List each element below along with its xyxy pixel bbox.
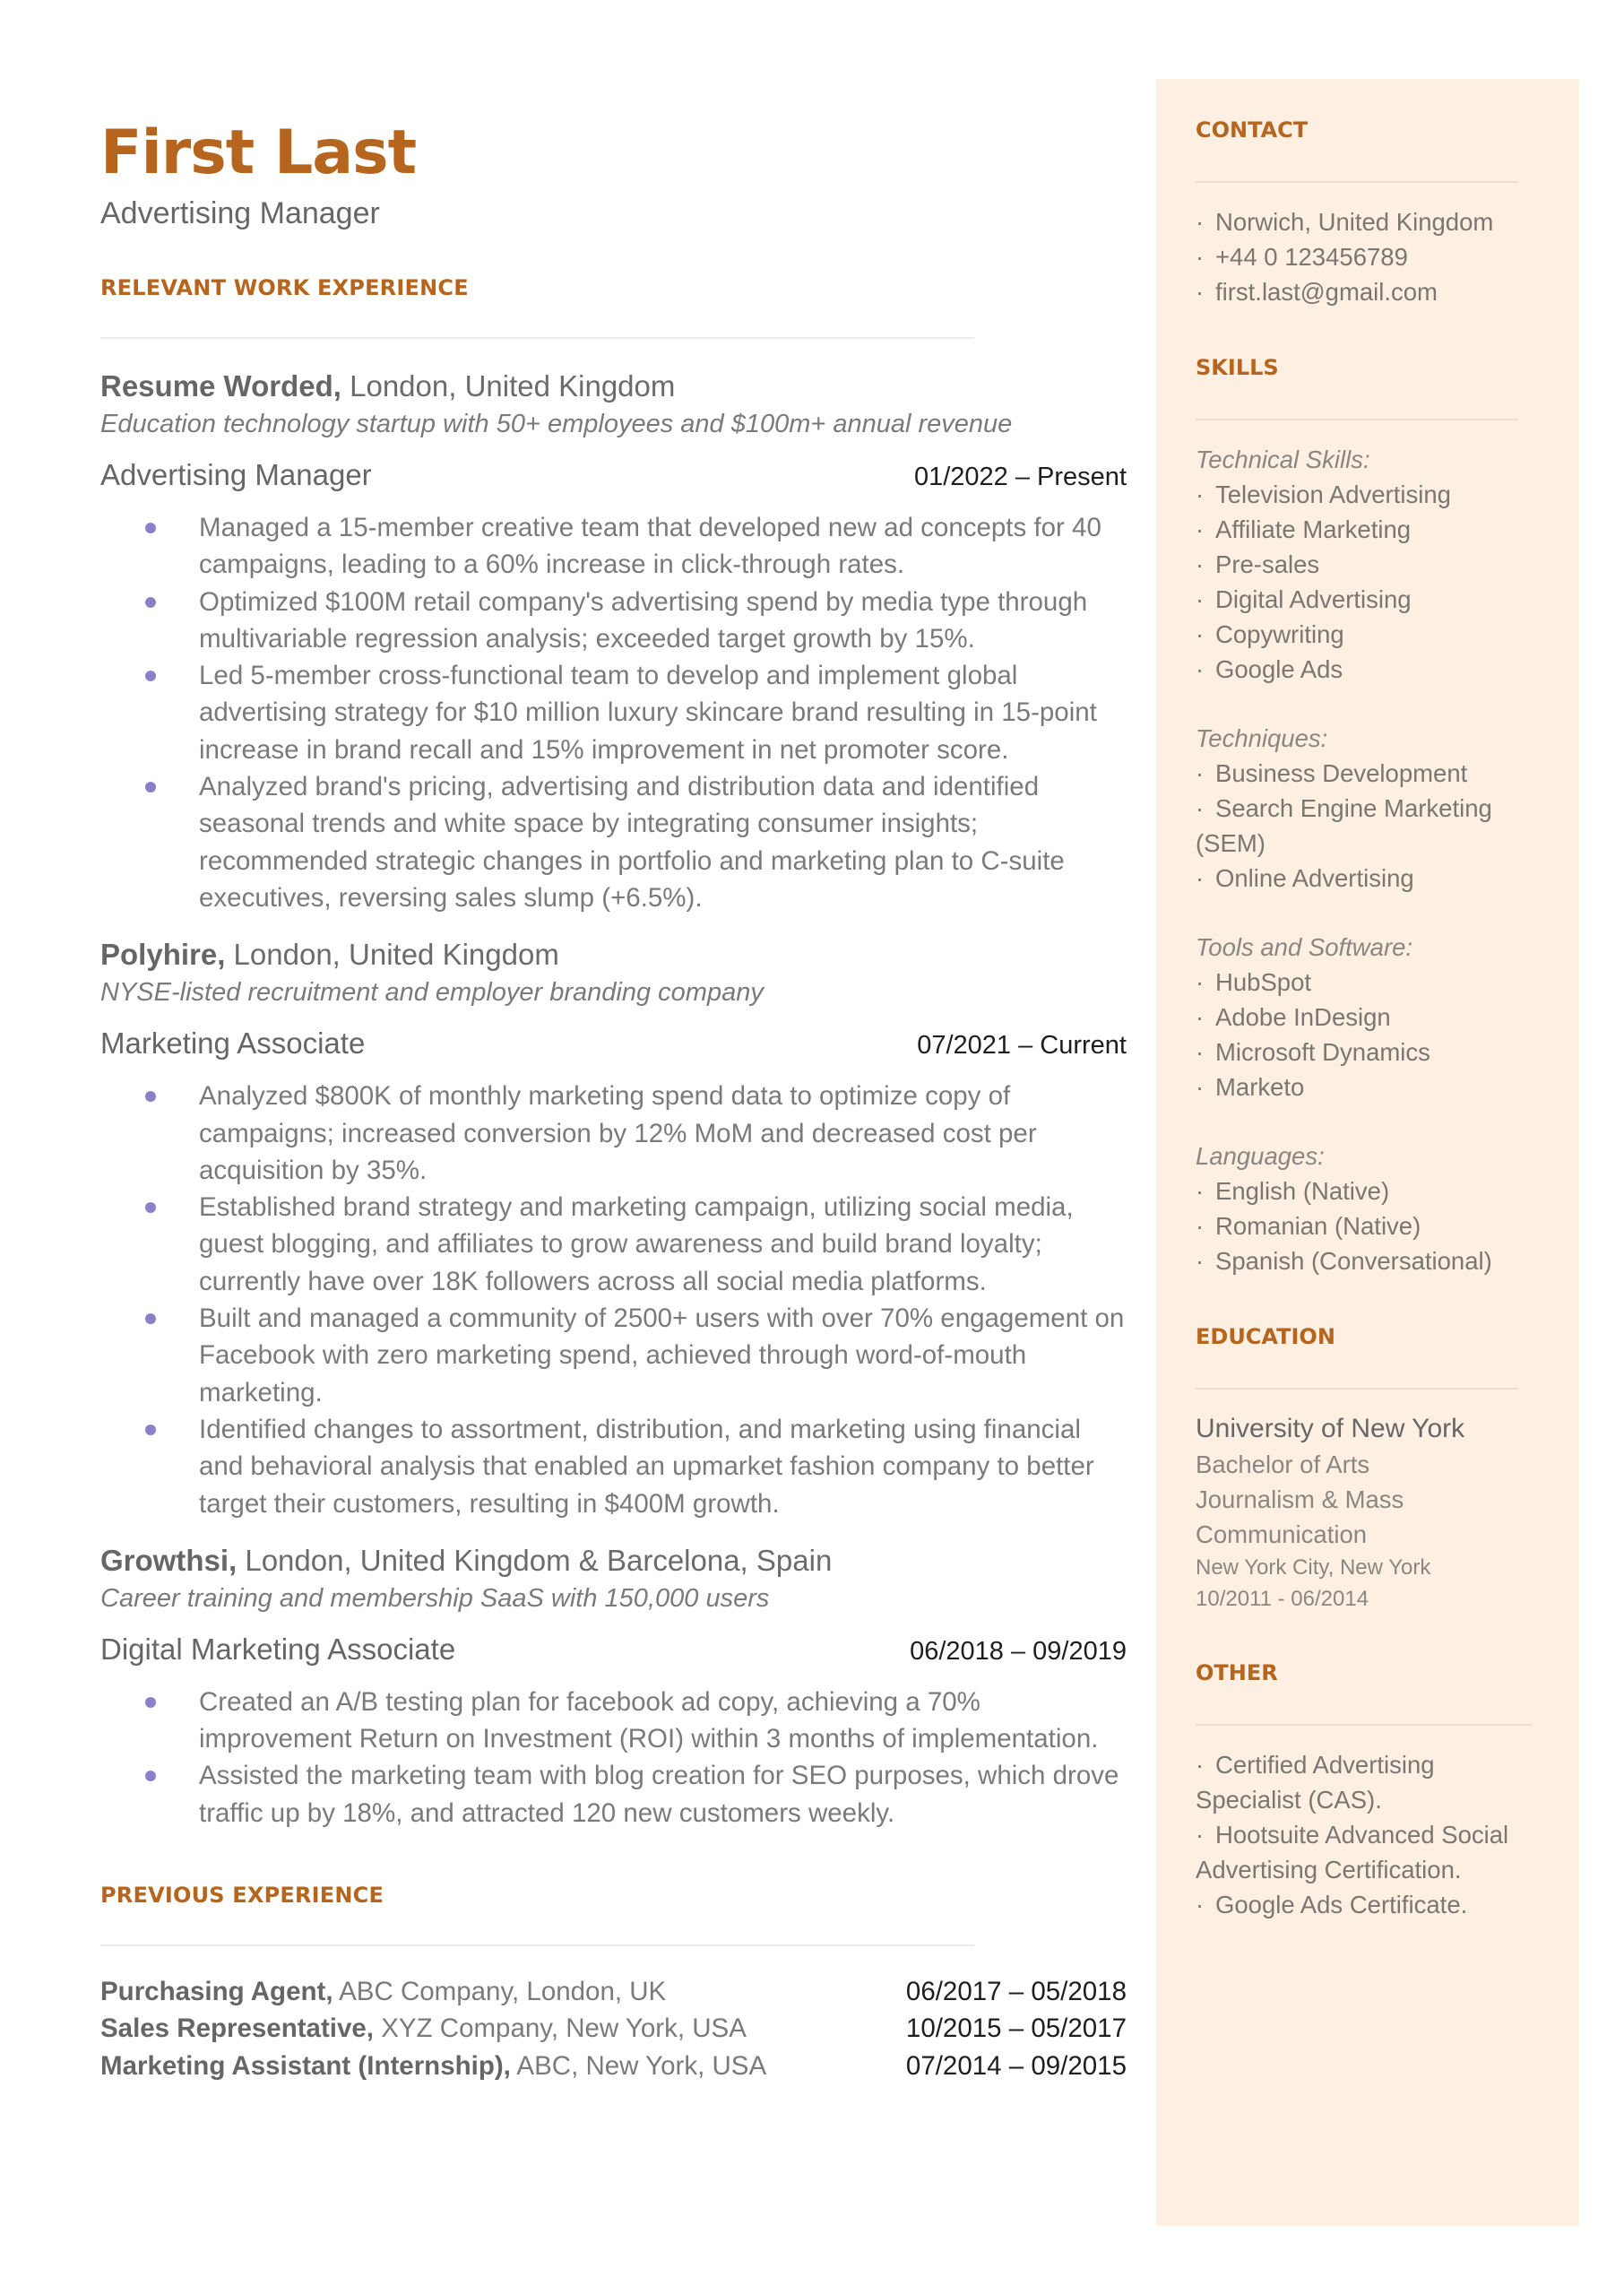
skills-groups (1196, 442, 1579, 1278)
certification-text: Google Ads Certificate. (1215, 1891, 1468, 1918)
skill-item (1196, 1208, 1579, 1243)
role-title: Marketing Associate (100, 1026, 366, 1061)
skill-list (1196, 477, 1579, 687)
company-line (100, 368, 1127, 405)
bullet-icon: · (1196, 550, 1205, 578)
skill-group-technical (1196, 442, 1579, 687)
skill-item (1196, 547, 1579, 582)
previous-company: ABC, New York, USA (510, 2050, 767, 2081)
skill-item (1196, 477, 1579, 512)
contact-text: +44 0 123456789 (1215, 243, 1408, 271)
contact-email[interactable] (1196, 274, 1579, 309)
skill-item (1196, 582, 1579, 617)
skill-text: Search Engine Marketing (SEM) (1196, 794, 1492, 857)
previous-experience-section (100, 1882, 1127, 2084)
previous-experience-row (100, 1973, 1127, 2010)
previous-company: ABC Company, London, UK (333, 1977, 667, 2007)
sidebar (1156, 79, 1579, 2226)
section-divider (1196, 181, 1518, 183)
previous-dates: 06/2017 – 05/2018 (905, 1977, 1127, 2007)
job-entry (100, 1542, 1127, 1832)
previous-experience-row (100, 2010, 1127, 2047)
certification-item (1196, 1887, 1579, 1922)
achievement-text: Established brand strategy and marketing campaign, utilizing social media, guest blogging, and affiliates to grow awareness and build brand loyalty; currently have over 18K followers across all social media platforms. (199, 1192, 1074, 1296)
company-name: Resume Worded, (100, 369, 341, 403)
role-dates: 01/2022 – Present (913, 463, 1127, 491)
skill-list (1196, 965, 1579, 1104)
contact-phone (1196, 239, 1579, 274)
section-divider (1196, 419, 1518, 420)
main-column (100, 115, 1127, 2084)
section-title-skills: SKILLS (1196, 355, 1279, 380)
skill-text: HubSpot (1215, 968, 1312, 996)
education-section (1196, 1323, 1579, 1615)
previous-role: Marketing Assistant (Internship), (100, 2050, 511, 2081)
section-divider (100, 337, 974, 339)
achievement-item (199, 584, 1127, 658)
bullet-dot-icon (145, 782, 156, 792)
skill-text: Adobe InDesign (1215, 1003, 1391, 1031)
achievement-text: Analyzed $800K of monthly marketing spend data to optimize copy of campaigns; increased conversion by 12% MoM and decreased cost per acquisition by 35%. (199, 1081, 1037, 1185)
certification-text: Certified Advertising Specialist (CAS). (1196, 1751, 1435, 1814)
company-name: Polyhire, (100, 938, 226, 972)
achievement-item (199, 1300, 1127, 1411)
skill-text: Spanish (Conversational) (1215, 1247, 1492, 1275)
skill-item (1196, 652, 1579, 687)
achievement-text: Managed a 15-member creative team that developed new ad concepts for 40 campaigns, leading to a 60% increase in click-through rates. (199, 513, 1101, 580)
skill-text: Pre-sales (1215, 550, 1320, 578)
company-location: London, United Kingdom & Barcelona, Spain (237, 1543, 833, 1577)
education-dates: 10/2011 - 06/2014 (1196, 1587, 1369, 1611)
achievement-list (100, 1684, 1127, 1832)
achievement-text: Created an A/B testing plan for facebook ad copy, achieving a 70% improvement Return on Investment (ROI) within 3 months of implementation. (199, 1686, 1099, 1754)
skill-item (1196, 861, 1579, 896)
skill-group-label: Tools and Software: (1196, 933, 1413, 961)
skills-section (1196, 354, 1579, 1278)
education-degree: Bachelor of Arts (1196, 1451, 1370, 1478)
bullet-dot-icon (145, 671, 156, 681)
skill-text: Digital Advertising (1215, 585, 1412, 613)
role-dates: 07/2021 – Current (917, 1031, 1127, 1061)
previous-dates: 07/2014 – 09/2015 (905, 2050, 1127, 2081)
skill-item (1196, 1000, 1579, 1035)
bullet-icon: · (1196, 1003, 1205, 1031)
bullet-icon: · (1196, 1891, 1205, 1918)
previous-role: Purchasing Agent, (100, 1977, 333, 2007)
role-row (100, 455, 1127, 497)
bullet-dot-icon (145, 1425, 156, 1435)
role-dates: 06/2018 – 09/2019 (910, 1636, 1127, 1666)
skill-group-techniques (1196, 721, 1579, 896)
bullet-icon: · (1196, 620, 1205, 648)
bullet-dot-icon (145, 523, 156, 533)
bullet-icon: · (1196, 1821, 1205, 1849)
contact-location (1196, 204, 1579, 239)
section-title-experience: RELEVANT WORK EXPERIENCE (100, 275, 469, 300)
contact-list (1196, 204, 1579, 309)
company-name: Growthsi, (100, 1543, 238, 1577)
skill-group-tools (1196, 930, 1579, 1104)
previous-company: XYZ Company, New York, USA (374, 2014, 747, 2044)
bullet-dot-icon (145, 1202, 156, 1213)
section-title-education: EDUCATION (1196, 1324, 1335, 1349)
skill-text: English (Native) (1215, 1177, 1390, 1205)
company-line (100, 936, 1127, 974)
bullet-dot-icon (145, 1771, 156, 1781)
bullet-icon: · (1196, 864, 1205, 892)
skill-text: Google Ads (1215, 655, 1343, 683)
skill-group-label: Techniques: (1196, 724, 1328, 752)
company-description: Career training and membership SaaS with 150,000 users (100, 1583, 770, 1613)
section-title-contact: CONTACT (1196, 117, 1309, 143)
section-title-previous: PREVIOUS EXPERIENCE (100, 1883, 384, 1909)
previous-experience-row (100, 2048, 1127, 2084)
skill-list (1196, 1173, 1579, 1278)
bullet-icon: · (1196, 759, 1205, 787)
bullet-icon: · (1196, 515, 1205, 543)
bullet-icon: · (1196, 968, 1205, 996)
company-description: NYSE-listed recruitment and employer branding company (100, 978, 764, 1008)
section-divider (1196, 1388, 1518, 1390)
bullet-icon: · (1196, 1177, 1205, 1205)
skill-text: Microsoft Dynamics (1215, 1038, 1430, 1066)
skill-group-label: Technical Skills: (1196, 446, 1370, 473)
achievement-item (199, 509, 1127, 584)
skill-item (1196, 1070, 1579, 1104)
role-row (100, 1024, 1127, 1065)
bullet-dot-icon (145, 597, 156, 608)
certification-item (1196, 1747, 1579, 1817)
skill-item (1196, 965, 1579, 1000)
achievement-text: Identified changes to assortment, distribution, and marketing using financial and behavioral analysis that enabled an upmarket fashion company to better target their customers, resulting in $400M growth. (199, 1414, 1094, 1519)
achievement-text: Led 5-member cross-functional team to develop and implement global advertising strategy for $10 million luxury skincare brand resulting in 15-point increase in brand recall and 15% improvement in net promoter score. (199, 661, 1097, 765)
job-entry (100, 368, 1127, 916)
bullet-icon: · (1196, 794, 1205, 822)
skill-text: Television Advertising (1215, 481, 1451, 508)
achievement-item (199, 1757, 1127, 1832)
achievement-text: Analyzed brand's pricing, advertising and distribution data and identified seasonal trends and white space by integrating consumer insights; recommended strategic changes in portfolio and marketing plan to C-suite executives, reversing sales slump (+6.5%). (199, 772, 1065, 913)
previous-experience-list (100, 1973, 1127, 2084)
bullet-icon: · (1196, 481, 1205, 508)
bullet-icon: · (1196, 585, 1205, 613)
skill-item (1196, 617, 1579, 652)
company-description: Education technology startup with 50+ employees and $100m+ annual revenue (100, 410, 1013, 438)
skill-text: Copywriting (1215, 620, 1344, 648)
role-row (100, 1630, 1127, 1671)
job-entry (100, 936, 1127, 1522)
achievement-list (100, 1078, 1127, 1522)
achievement-item (199, 768, 1127, 916)
bullet-icon: · (1196, 655, 1205, 683)
skill-text: Marketo (1215, 1073, 1305, 1101)
role-title: Digital Marketing Associate (100, 1632, 456, 1666)
skill-group-languages (1196, 1139, 1579, 1278)
skill-item (1196, 512, 1579, 547)
contact-text: Norwich, United Kingdom (1215, 208, 1494, 236)
skill-group-label: Languages: (1196, 1142, 1325, 1170)
achievement-text: Optimized $100M retail company's advertising spend by media type through multivariable regression analysis; exceeded target growth by 15%. (199, 586, 1088, 654)
achievement-item (199, 657, 1127, 768)
bullet-icon: · (1196, 1751, 1205, 1779)
other-section (1196, 1659, 1579, 1922)
bullet-icon: · (1196, 243, 1205, 271)
achievement-item (199, 1189, 1127, 1300)
bullet-icon: · (1196, 1212, 1205, 1240)
education-location: New York City, New York (1196, 1555, 1431, 1580)
candidate-name: First Last (100, 117, 417, 188)
achievement-list (100, 509, 1127, 916)
achievement-text: Built and managed a community of 2500+ users with over 70% engagement on Facebook with zero marketing spend, achieved through word-of-mouth marketing. (199, 1303, 1125, 1407)
section-divider (1196, 1724, 1532, 1726)
skill-item (1196, 756, 1579, 791)
skill-item (1196, 1035, 1579, 1070)
skill-item (1196, 1173, 1579, 1208)
certification-text: Hootsuite Advanced Social Advertising Certification. (1196, 1821, 1509, 1884)
contact-section (1196, 117, 1579, 309)
achievement-item (199, 1078, 1127, 1189)
skill-text: Online Advertising (1215, 864, 1414, 892)
bullet-icon: · (1196, 1038, 1205, 1066)
skill-text: Affiliate Marketing (1215, 515, 1412, 543)
education-field: Journalism & Mass Communication (1196, 1485, 1404, 1548)
bullet-icon: · (1196, 1073, 1205, 1101)
candidate-headline: Advertising Manager (100, 196, 380, 230)
section-divider (100, 1944, 974, 1946)
section-title-other: OTHER (1196, 1660, 1278, 1685)
bullet-dot-icon (145, 1091, 156, 1102)
achievement-item (199, 1684, 1127, 1758)
skill-text: Romanian (Native) (1215, 1212, 1421, 1240)
bullet-icon: · (1196, 278, 1205, 306)
skill-item (1196, 1243, 1579, 1278)
company-location: London, United Kingdom (225, 938, 559, 972)
achievement-item (199, 1411, 1127, 1522)
company-location: London, United Kingdom (341, 369, 676, 403)
email-link[interactable]: first.last@gmail.com (1215, 278, 1438, 306)
bullet-icon: · (1196, 1247, 1205, 1275)
bullet-dot-icon (145, 1313, 156, 1324)
skill-list (1196, 756, 1579, 896)
previous-role: Sales Representative, (100, 2014, 374, 2044)
education-school: University of New York (1196, 1414, 1465, 1443)
bullet-icon: · (1196, 208, 1205, 236)
achievement-text: Assisted the marketing team with blog creation for SEO purposes, which drove traffic up by 18%, and attracted 120 new customers weekly. (199, 1761, 1119, 1828)
certification-item (1196, 1817, 1579, 1887)
certification-list (1196, 1747, 1579, 1922)
bullet-dot-icon (145, 1697, 156, 1708)
skill-item (1196, 791, 1579, 861)
skill-text: Business Development (1215, 759, 1468, 787)
role-title: Advertising Manager (100, 458, 372, 491)
previous-dates: 10/2015 – 05/2017 (905, 2014, 1127, 2044)
company-line (100, 1542, 1127, 1580)
